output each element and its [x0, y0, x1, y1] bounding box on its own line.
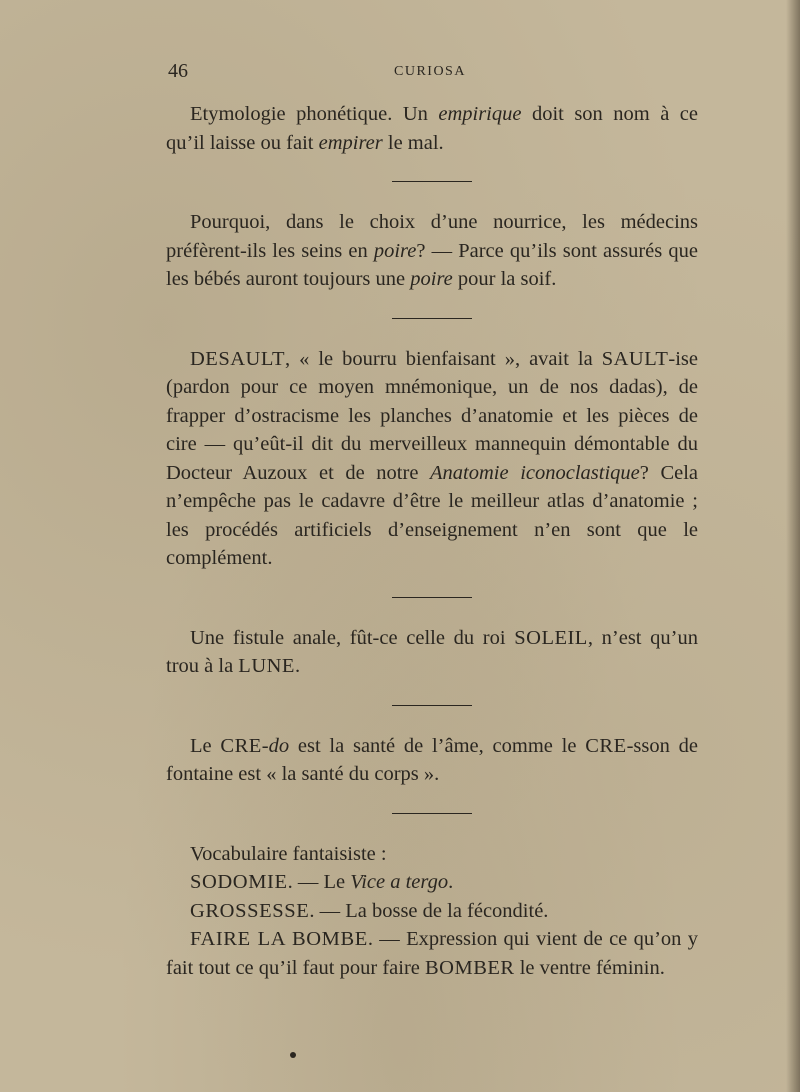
text-run: -: [261, 734, 269, 757]
footer-dot-mark: [290, 1052, 296, 1058]
caps-run: SAULT: [601, 347, 669, 370]
text-run: .: [448, 871, 454, 893]
section-divider: [392, 813, 472, 814]
caps-run: DESAULT: [190, 347, 285, 370]
page-number: 46: [168, 60, 188, 82]
text-run: .: [294, 655, 301, 677]
vocabulary-intro: Vocabulaire fantaisiste :: [190, 842, 387, 865]
text-run: -sson de fontaine est « la santé du corps ».: [166, 734, 698, 785]
paragraph-nourrice: [166, 208, 698, 294]
text-run: . — La bosse de la fécondité.: [309, 899, 549, 922]
caps-run: LUNE: [238, 655, 295, 677]
text-run: ? Cela n’empêche pas le cadavre d’être le meilleur atlas d’anatomie ; les procédés artificiels d’enseignement n’en sont que le complément.: [166, 461, 699, 569]
paragraph-desault: [166, 345, 698, 573]
text-run: le mal.: [382, 131, 444, 154]
section-divider: [392, 597, 472, 598]
vocabulary-entry-grossesse: [166, 897, 698, 926]
text-run: , n’est qu’un trou à la: [166, 626, 698, 677]
vocabulary-entry-sodomie: [166, 868, 698, 897]
running-title: CURIOSA: [394, 64, 466, 79]
text-run: est la santé de l’âme, comme le: [289, 734, 586, 757]
text-run: Le: [190, 734, 221, 757]
section-divider: [392, 181, 472, 182]
italic-run: empirer: [318, 131, 383, 154]
italic-run: poire: [410, 268, 453, 290]
text-run: , « le bourru bienfaisant », avait la: [285, 347, 602, 370]
caps-run: CRE: [220, 734, 262, 757]
text-run: Une fistule anale, fût-ce celle du roi: [190, 626, 515, 649]
paragraph-etymologie: [166, 100, 698, 157]
section-divider: [392, 318, 472, 319]
italic-run: Vice a tergo: [350, 871, 449, 893]
vocabulary-entry-bombe: [166, 925, 698, 982]
caps-run: CRE: [585, 734, 627, 757]
text-run: Etymologie phonétique. Un: [190, 103, 439, 125]
caps-run: SOLEIL: [514, 626, 588, 649]
italic-run: poire: [373, 239, 417, 262]
page-body: [166, 100, 698, 982]
text-run: . — Expression qui vient de ce qu’on y fait tout ce qu’il faut pour faire: [166, 928, 698, 979]
caps-run: FAIRE LA BOMBE: [190, 928, 368, 950]
caps-run: BOMBER: [425, 956, 515, 979]
paragraph-credo: [166, 732, 698, 789]
text-run: doit son nom à ce qu’il laisse ou fait: [166, 103, 698, 154]
italic-run: do: [268, 734, 290, 757]
section-divider: [392, 705, 472, 706]
italic-run: empirique: [438, 103, 522, 125]
text-run: le ventre féminin.: [514, 956, 665, 979]
text-run: Pourquoi, dans le choix d’une nourrice, les médecins préfèrent-ils les seins en: [166, 211, 698, 262]
text-run: . — Le: [287, 871, 351, 893]
paragraph-fistule: [166, 624, 698, 681]
italic-run: Anatomie iconoclastique: [430, 461, 640, 484]
text-run: pour la soif.: [452, 268, 557, 290]
text-run: -ise (pardon pour ce moyen mnémonique, un de nos dadas), de frapper d’ostracisme les planches d’anatomie et les pièces de cire — qu’eût-il dit du merveilleux mannequin démontable du Docteur Auzoux et de notre: [166, 347, 698, 484]
caps-run: SODOMIE: [190, 871, 288, 893]
text-run: ? — Parce qu’ils sont assurés que les bébés auront toujours une: [166, 239, 698, 290]
caps-run: GROSSESSE: [190, 899, 310, 922]
page-edge-shadow: [786, 0, 800, 1092]
